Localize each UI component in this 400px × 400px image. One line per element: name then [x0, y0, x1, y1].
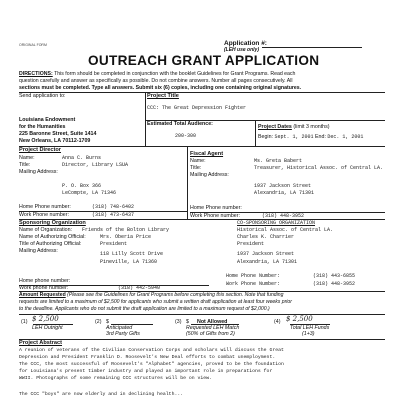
sponsor-title-label: Title of Authorizing Official: [19, 241, 82, 247]
amount-4-value[interactable]: $ 2,500 [286, 315, 313, 323]
amount-intro: (Please see the Guidelines for Grant Programs before completing this section. Note that funding [65, 292, 284, 298]
cosponsor-org[interactable]: Historical Assoc. of Central LA. [237, 227, 334, 233]
cosponsor-address-2[interactable]: Alexandria, LA 71301 [237, 259, 298, 265]
amount-3-label: Requested LEH Match [186, 325, 240, 331]
project-director-header: Project Director [19, 147, 61, 153]
rule-amount-top [19, 314, 385, 315]
cosponsor-work-label: Work Phone Number: [226, 281, 281, 287]
fiscal-work-phone[interactable]: (318) 448-3952 [262, 213, 305, 219]
fiscal-address-2[interactable]: Alexandria, LA 71301 [254, 190, 315, 196]
amount-1-value[interactable]: $ 2,500 [32, 315, 59, 323]
abstract-line-4: for Louisiana's present timber industry and played an important role in preparations for [19, 369, 273, 374]
directions-label: DIRECTIONS: [19, 71, 53, 77]
directions-line-1 [19, 71, 295, 77]
director-name-label: Name: [19, 155, 35, 161]
rule-top [19, 92, 385, 93]
fiscal-title[interactable]: Treasurer, Historical Assoc. of Central LA. [254, 165, 384, 171]
fiscal-agent-header: Fiscal Agent [190, 151, 224, 157]
end-value[interactable]: Dec. 1, 2001 [327, 134, 364, 140]
sponsor-home-label: Home phone number: [19, 278, 71, 284]
end-label: End: [315, 134, 326, 140]
project-title-value[interactable]: CCC: The Great Depression Fighter [147, 105, 247, 111]
sponsor-official-label: Name of Authorizing Official: [19, 234, 86, 240]
sponsor-header: Sponsoring Organization [19, 220, 86, 226]
project-dates-row [258, 134, 363, 140]
directions-text-1: This form should be completed in conjunction with the booklet Guidelines for Grant Programs. Read each [52, 71, 296, 77]
directions-line-3: sections must be completed. Type all answers. Submit six (6) copies, including one containing original signatures. [19, 85, 302, 91]
amount-2-num: (2) [95, 319, 102, 325]
directions-line-2: question carefully and answer as specifically as possible. Do not combine answers. Number all pages consecutively. All [19, 78, 293, 84]
amount-4-label-2: (1+3) [302, 331, 315, 337]
sponsor-title[interactable]: President [100, 241, 128, 247]
fiscal-address-1[interactable]: 1937 Jackson Street [254, 183, 312, 189]
amount-3-value[interactable]: $ [186, 319, 189, 325]
rule-audience-right [255, 120, 256, 146]
amount-1-num: (1) [21, 319, 28, 325]
project-dates-title: Project Dates [258, 124, 292, 130]
abstract-line-7: The CCC "boys" are now elderly and in declining health... [19, 392, 184, 397]
cosponsor-official[interactable]: Charles K. Charrier [237, 234, 295, 240]
audience-value[interactable]: 200-300 [175, 133, 197, 139]
sponsor-org-label: Name of Organization: [19, 227, 72, 233]
amount-2-value[interactable]: $ [106, 319, 109, 325]
begin-value[interactable]: Sept. 1, 2001 [274, 134, 314, 140]
application-number-label: Application #: [224, 40, 267, 47]
project-dates-label [258, 124, 330, 130]
cosponsor-work-phone[interactable]: (318) 448-3952 [313, 281, 356, 287]
cosponsor-header: CO-SPONSORING ORGANIZATION [237, 220, 316, 226]
sponsor-mailing-label: Mailing Address: [19, 248, 58, 254]
amount-3-num: (3) [175, 319, 182, 325]
director-address-2[interactable]: LeCompte, LA 71346 [62, 190, 117, 196]
cosponsor-home-phone[interactable]: (318) 443-6855 [313, 273, 356, 279]
abstract-header: Project Abstract [19, 340, 63, 346]
send-to-address-2: New Orleans, LA 70112-1709 [19, 138, 91, 144]
audience-label: Estimated Total Audience: [147, 121, 213, 127]
amount-line-1 [19, 292, 283, 298]
form-title: OUTREACH GRANT APPLICATION [88, 53, 320, 68]
sponsor-work-phone[interactable]: (318) 442-5940 [118, 285, 161, 291]
begin-label: Begin: [258, 134, 274, 140]
amount-4-num: (4) [274, 319, 281, 325]
project-title-label: Project Title [147, 93, 179, 99]
director-mailing-label: Mailing Address: [19, 169, 58, 175]
sponsor-work-label: Work phone number: [19, 285, 69, 291]
director-address-1[interactable]: P. O. Box 366 [62, 183, 102, 189]
amount-header: Amount Requested [19, 292, 66, 298]
send-to-address-1: 225 Baronne Street, Suite 1414 [19, 131, 97, 137]
abstract-line-2: Depression and President Franklin D. Roosevelt's New Deal efforts to combat unemployment. [19, 355, 276, 360]
director-work-label: Work Phone number: [19, 212, 69, 218]
abstract-line-3: The CCC, the most successful of Roosevelt's "Alphabet" agencies, proved to be the foundation [19, 362, 284, 367]
amount-2-label: Anticipated [106, 325, 133, 331]
cosponsor-address-1[interactable]: 1937 Jackson Street [237, 251, 295, 257]
fiscal-name-label: Name: [190, 158, 206, 164]
director-name[interactable]: Anna C. Burns [62, 155, 102, 161]
project-dates-sub: (limit 3 months) [293, 124, 330, 130]
sponsor-official[interactable]: Mrs. Oberia Price [100, 234, 152, 240]
application-number-line [262, 47, 362, 48]
director-home-phone[interactable]: (318) 748-6402 [92, 204, 135, 210]
director-title-label: Title: [19, 162, 31, 168]
amount-2-label-2: 3rd Party Gifts [106, 331, 140, 337]
director-title[interactable]: Director, Library LSUA [62, 162, 129, 168]
abstract-line-1: A reunion of veterans of the Civilian Conservation Corps and scholars will discuss the Great [19, 348, 284, 353]
rule-director-right [187, 146, 188, 219]
rule-after-top [19, 146, 385, 147]
fiscal-home-label: Home Phone number: [190, 205, 242, 211]
sponsor-address-2[interactable]: Pineville, LA 71360 [100, 259, 158, 265]
rule-amount-bottom [19, 339, 385, 340]
amount-4-label: Total LEH Funds [290, 325, 330, 331]
send-to-label: Send application to: [19, 93, 66, 99]
cosponsor-title[interactable]: President [237, 241, 265, 247]
fiscal-mailing-label: Mailing Address: [190, 172, 229, 178]
rule-sendto-right [145, 92, 146, 146]
send-to-org-2: for the Humanities [19, 124, 66, 130]
amount-3-tag: Not Allowed [197, 319, 228, 325]
send-to-org-1: Louisiana Endowment [19, 117, 76, 123]
amount-1-label: LEH Outright [32, 325, 63, 331]
amount-3-label-2: (50% of Gifts from 2) [186, 331, 235, 337]
fiscal-title-label: Title: [190, 165, 202, 171]
director-work-phone[interactable]: (318) 473-6437 [92, 212, 135, 218]
fiscal-name[interactable]: Ms. Greta Babert [254, 158, 303, 164]
sponsor-org[interactable]: Friends of the Bolton Library [82, 227, 170, 233]
cosponsor-home-label: Home Phone Number: [226, 273, 281, 279]
form-code: ORIGINAL FORM [19, 43, 47, 47]
abstract-line-5: WWII. Photographs of some remaining CCC structures will be on view. [19, 376, 212, 381]
application-number-sub: (LEH use only) [224, 47, 260, 53]
fiscal-work-label: Work Phone number: [190, 213, 240, 219]
amount-line-2: requests are limited to a maximum of $2,500 for applicants who submit a written draft application at least four weeks prior [19, 299, 292, 305]
amount-line-3: to the deadline. Applicants who do not submit the draft application are limited to a maximum request of $2,000.) [19, 306, 270, 312]
sponsor-address-1[interactable]: 118 Lilly Scott Drive [100, 251, 164, 257]
director-home-label: Home Phone number: [19, 204, 71, 210]
